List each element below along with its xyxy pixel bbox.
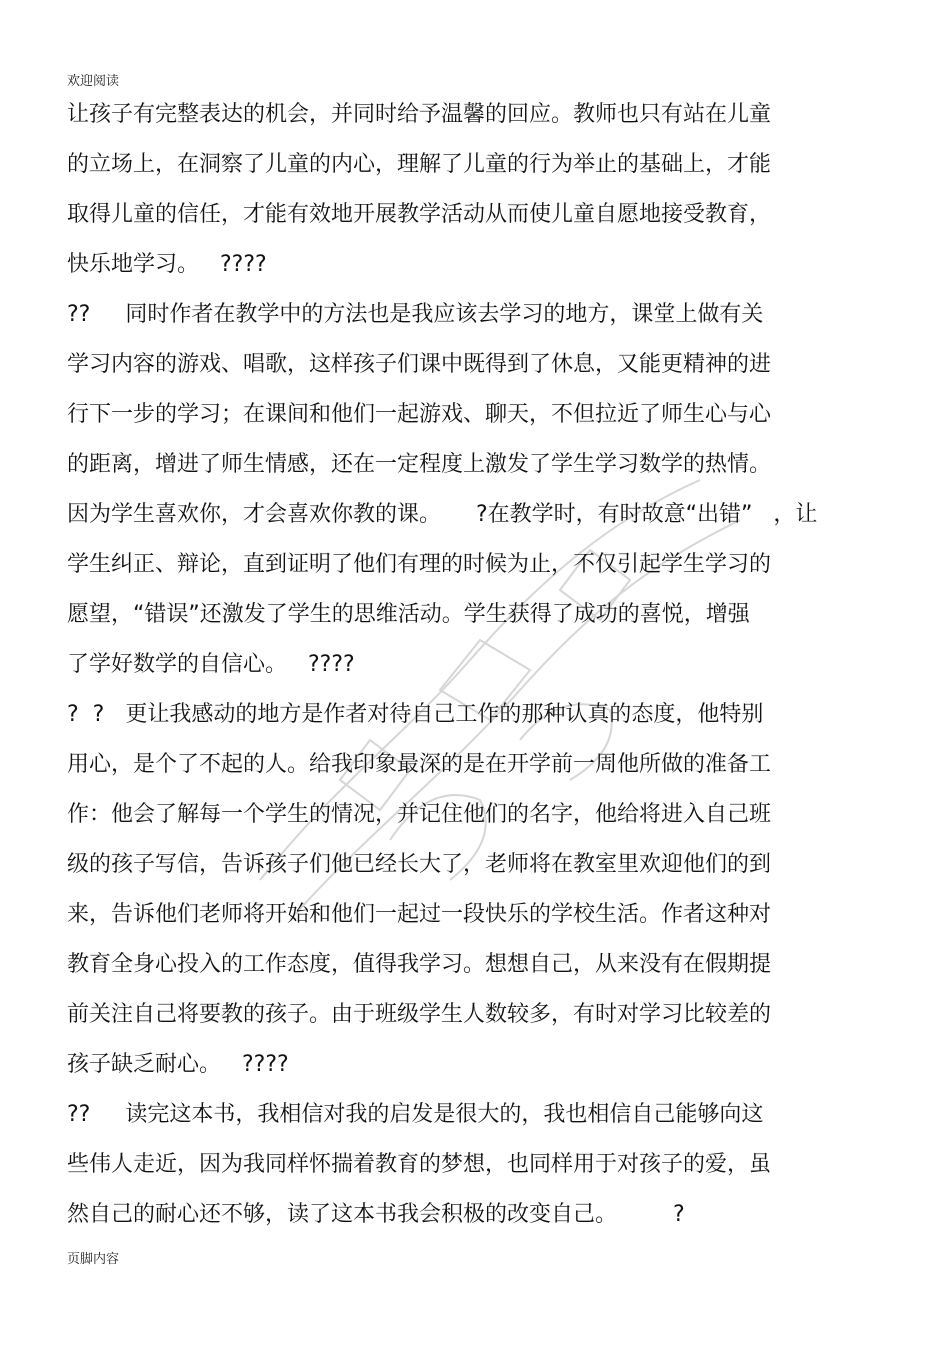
body-line: ? ? 更让我感动的地方是作者对待自己工作的那种认真的态度，他特别 bbox=[67, 702, 764, 727]
body-line: 让孩子有完整表达的机会，并同时给予温馨的回应。教师也只有站在儿童 bbox=[67, 102, 772, 127]
body-line: 愿望，“错误”还激发了学生的思维活动。学生获得了成功的喜悦，增强 bbox=[67, 602, 750, 627]
body-line: 因为学生喜欢你，才会喜欢你教的课。 ?在教学时，有时故意“出错” ，让 bbox=[67, 502, 818, 527]
body-line: 快乐地学习。 ???? bbox=[67, 252, 267, 277]
body-line: 级的孩子写信，告诉孩子们他已经长大了，老师将在教室里欢迎他们的到 bbox=[67, 852, 772, 877]
body-line: 孩子缺乏耐心。 ???? bbox=[67, 1052, 289, 1077]
body-line: 行下一步的学习；在课间和他们一起游戏、聊天，不但拉近了师生心与心 bbox=[67, 402, 772, 427]
body-line: 取得儿童的信任，才能有效地开展教学活动从而使儿童自愿地接受教育， bbox=[67, 202, 772, 227]
body-line: 了学好数学的自信心。 ???? bbox=[67, 652, 355, 677]
body-line: 用心，是个了不起的人。给我印象最深的是在开学前一周他所做的准备工 bbox=[67, 752, 772, 777]
body-line: 来，告诉他们老师将开始和他们一起过一段快乐的学校生活。作者这种对 bbox=[67, 902, 772, 927]
page-footer: 页脚内容 bbox=[67, 1252, 120, 1267]
body-line: 然自己的耐心还不够，读了这本书我会积极的改变自己。 ? bbox=[67, 1202, 685, 1227]
body-line: 些伟人走近，因为我同样怀揣着教育的梦想，也同样用于对孩子的爱，虽 bbox=[67, 1152, 772, 1177]
body-line: 的立场上，在洞察了儿童的内心，理解了儿童的行为举止的基础上，才能 bbox=[67, 152, 772, 177]
body-line: 的距离，增进了师生情感，还在一定程度上激发了学生学习数学的热情。 bbox=[67, 452, 772, 477]
body-line: 学生纠正、辩论，直到证明了他们有理的时候为止，不仅引起学生学习的 bbox=[67, 552, 772, 577]
body-line: 作：他会了解每一个学生的情况，并记住他们的名字，他给将进入自己班 bbox=[67, 802, 772, 827]
body-line: ?? 读完这本书，我相信对我的启发是很大的，我也相信自己能够向这 bbox=[67, 1102, 764, 1127]
body-line: ?? 同时作者在教学中的方法也是我应该去学习的地方，课堂上做有关 bbox=[67, 302, 764, 327]
page-header: 欢迎阅读 bbox=[67, 74, 120, 89]
body-line: 教育全身心投入的工作态度，值得我学习。想想自己，从来没有在假期提 bbox=[67, 952, 772, 977]
body-line: 学习内容的游戏、唱歌，这样孩子们课中既得到了休息，又能更精神的进 bbox=[67, 352, 772, 377]
body-line: 前关注自己将要教的孩子。由于班级学生人数较多，有时对学习比较差的 bbox=[67, 1002, 772, 1027]
